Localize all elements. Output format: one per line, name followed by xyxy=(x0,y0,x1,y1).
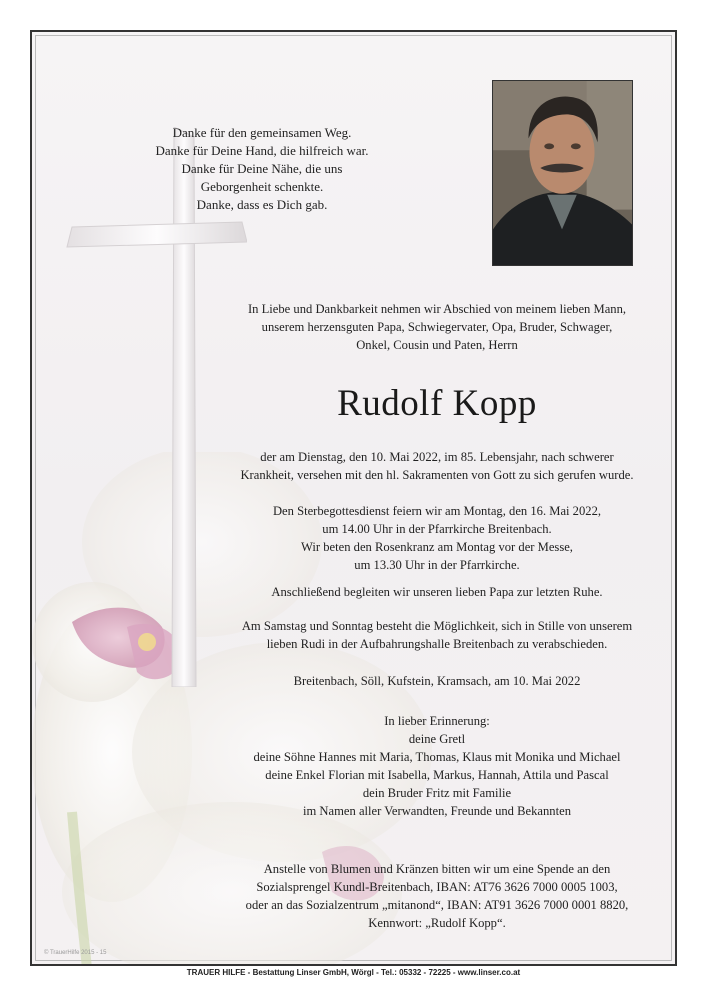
poem-line: Danke, dass es Dich gab. xyxy=(196,197,328,212)
mourner-line: dein Bruder Fritz mit Familie xyxy=(362,786,512,800)
service-info xyxy=(182,502,677,574)
death-line: Krankheit, versehen mit den hl. Sakramenten von Gott zu sich gerufen wurde. xyxy=(240,468,634,482)
intro-line: unserem herzensguten Papa, Schwiegervater, Opa, Bruder, Schwager, xyxy=(261,320,613,334)
donation-line: Anstelle von Blumen und Kränzen bitten wir um eine Spende an den xyxy=(263,862,611,876)
service-line: um 13.30 Uhr in der Pfarrkirche. xyxy=(354,558,520,572)
mourners-list xyxy=(182,712,677,820)
donation-request xyxy=(182,860,677,932)
portrait-photo xyxy=(492,80,633,266)
place-date xyxy=(182,672,677,690)
poem xyxy=(32,124,492,214)
poem-line: Danke für Deine Hand, die hilfreich war. xyxy=(155,143,369,158)
mourner-line: im Namen aller Verwandten, Freunde und Bekannten xyxy=(302,804,571,818)
farewell-line: lieben Rudi in der Aufbahrungshalle Breitenbach zu verabschieden. xyxy=(266,637,608,651)
poem-line: Danke für Deine Nähe, die uns xyxy=(181,161,343,176)
donation-line: Kennwort: „Rudolf Kopp“. xyxy=(368,916,506,930)
service-line: um 14.00 Uhr in der Pfarrkirche Breitenbach. xyxy=(322,522,552,536)
donation-line: oder an das Sozialzentrum „mitanond“, IBAN: AT91 3626 7000 0001 8820, xyxy=(245,898,629,912)
intro-line: In Liebe und Dankbarkeit nehmen wir Abschied von meinem lieben Mann, xyxy=(247,302,627,316)
farewell-info xyxy=(182,617,677,653)
place-date-line: Breitenbach, Söll, Kufstein, Kramsach, am 10. Mai 2022 xyxy=(293,674,581,688)
intro-line: Onkel, Cousin und Paten, Herrn xyxy=(356,338,518,352)
death-line: der am Dienstag, den 10. Mai 2022, im 85. Lebensjahr, nach schwerer xyxy=(260,450,614,464)
mourner-line: In lieber Erinnerung: xyxy=(384,714,490,728)
service-line: Wir beten den Rosenkranz am Montag vor der Messe, xyxy=(301,540,573,554)
mourner-line: deine Gretl xyxy=(408,732,466,746)
mourner-line: deine Söhne Hannes mit Maria, Thomas, Klaus mit Monika und Michael xyxy=(253,750,621,764)
burial-info xyxy=(182,583,677,601)
mourner-line: deine Enkel Florian mit Isabella, Markus, Hannah, Attila und Pascal xyxy=(265,768,609,782)
farewell-line: Am Samstag und Sonntag besteht die Möglichkeit, sich in Stille von unserem xyxy=(241,619,633,633)
deceased-name: Rudolf Kopp xyxy=(337,383,537,424)
poem-line: Geborgenheit schenkte. xyxy=(200,179,324,194)
footer-imprint: TRAUER HILFE - Bestattung Linser GmbH, Wörgl - Tel.: 05332 - 72225 - www.linser.co.at xyxy=(186,968,521,977)
intro-text xyxy=(182,300,677,354)
death-notice xyxy=(182,448,677,484)
service-line: Den Sterbegottesdienst feiern wir am Montag, den 16. Mai 2022, xyxy=(272,504,602,518)
copyright-note: © TrauerHilfe 2015 - 15 xyxy=(44,950,107,956)
poem-line: Danke für den gemeinsamen Weg. xyxy=(172,125,352,140)
burial-line: Anschließend begleiten wir unseren lieben Papa zur letzten Ruhe. xyxy=(271,585,603,599)
donation-line: Sozialsprengel Kundl-Breitenbach, IBAN: AT76 3626 7000 0005 1003, xyxy=(256,880,618,894)
obituary-card xyxy=(30,30,677,966)
